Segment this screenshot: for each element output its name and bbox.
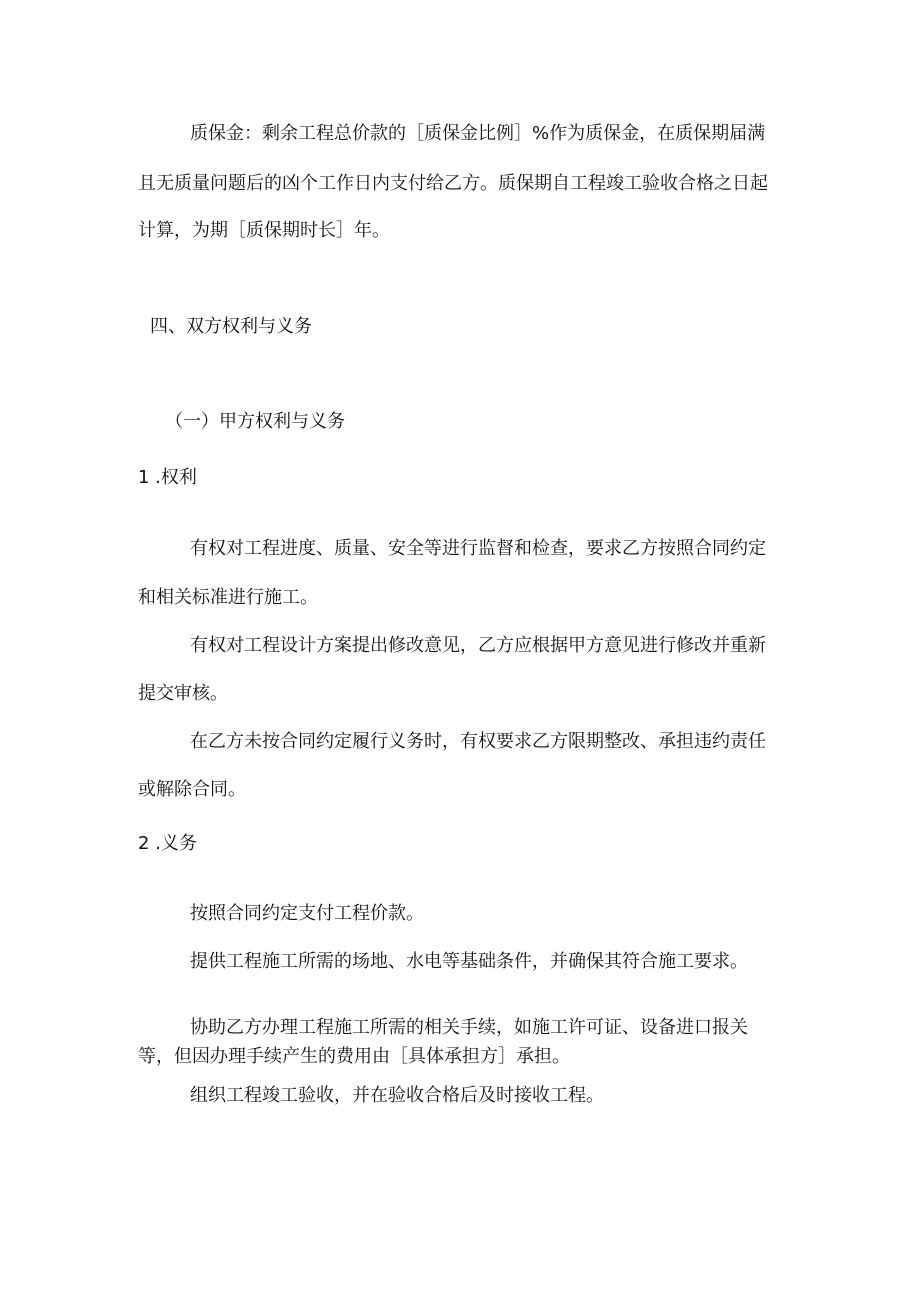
rights-item-2-line-2: 提交审核。 [138,683,228,704]
obligations-item-3-line-1: 协助乙方办理工程施工所需的相关手续，如施工许可证、设备进口报关 [190,1017,748,1038]
retention-paragraph-line-1: 质保金：剩余工程总价款的［质保金比例］%作为质保金，在质保期届满 [190,123,766,144]
rights-item-3-line-2: 或解除合同。 [138,779,246,800]
obligations-item-4: 组织工程竣工验收，并在验收合格后及时接收工程。 [190,1085,604,1106]
obligations-item-2: 提供工程施工所需的场地、水电等基础条件，并确保其符合施工要求。 [190,951,748,972]
retention-paragraph-line-2: 且无质量问题后的凶个工作日内支付给乙方。质保期自工程竣工验收合格之日起 [138,173,768,194]
subheading-party-a: （一）甲方权利与义务 [165,411,345,432]
obligations-item-3-line-2: 等，但因办理手续产生的费用由［具体承担方］承担。 [138,1046,570,1067]
section-heading-rights-obligations: 四、双方权利与义务 [150,316,312,337]
rights-item-1-line-1: 有权对工程进度、质量、安全等进行监督和检查，要求乙方按照合同约定 [190,538,766,559]
rights-item-3-line-1: 在乙方未按合同约定履行义务时，有权要求乙方限期整改、承担违约责任 [190,731,766,752]
rights-item-1-line-2: 和相关标准进行施工。 [138,587,318,608]
retention-paragraph-line-3: 计算，为期［质保期时长］年。 [138,220,390,241]
rights-item-2-line-1: 有权对工程设计方案提出修改意见，乙方应根据甲方意见进行修改并重新 [190,635,766,656]
obligations-item-1: 按照合同约定支付工程价款。 [190,903,424,924]
obligations-title: 2 .义务 [138,833,197,854]
rights-title: 1 .权利 [138,467,197,488]
